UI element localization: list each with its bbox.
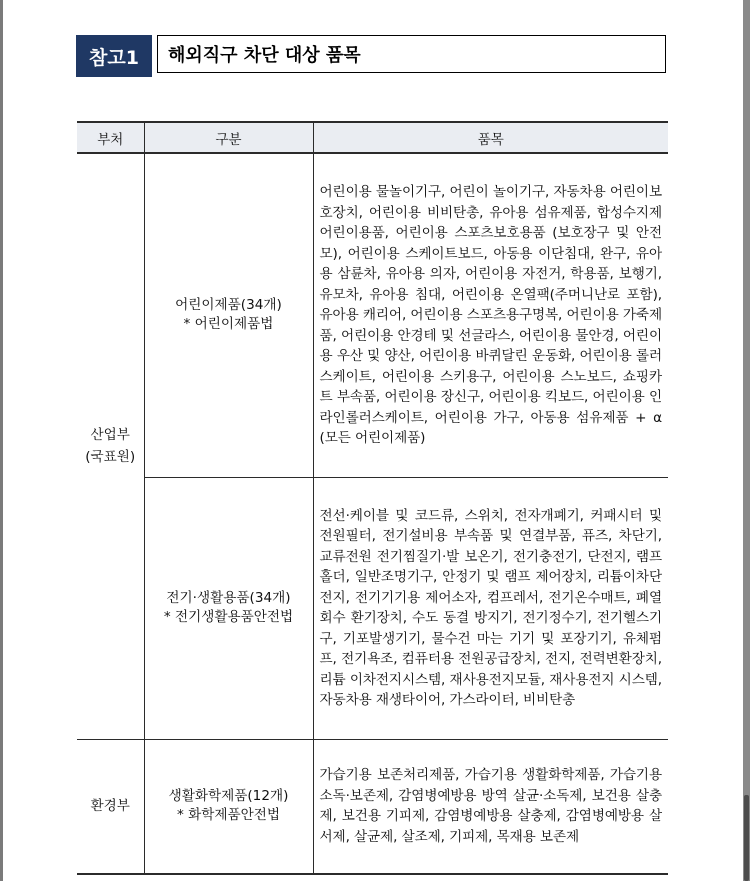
- department-cell: [77, 739, 144, 874]
- page-title: 해외직구 차단 대상 품목: [157, 35, 666, 73]
- items-cell: 가습기용 보존처리제품, 가습기용 생활화학제품, 가습기용 소독·보존제, 감염병예방용 방역 살균·소독제, 보건용 살충제, 보건용 기피제, 감염병예방용 살충제, 감염병예방용 살서제, 살균제, 살조제, 기피제, 목재용 보존제: [313, 739, 668, 874]
- department-name: 환경부: [90, 798, 130, 815]
- table-row: [77, 477, 668, 739]
- category-cell: [144, 153, 313, 477]
- scrollbar-thumb[interactable]: [744, 795, 749, 881]
- department-name: 산업부: [90, 427, 130, 444]
- category-law: * 어린이제품법: [183, 316, 274, 333]
- vertical-scrollbar[interactable]: [743, 0, 750, 881]
- category-cell: [144, 739, 313, 874]
- category-name: 어린이제품(34개): [175, 297, 282, 314]
- category-name: 생활화학제품(12개): [168, 788, 289, 805]
- table-header-row: [77, 122, 668, 153]
- items-cell: 어린이용 물놀이기구, 어린이 놀이기구, 자동차용 어린이보호장치, 어린이용 비비탄총, 유아용 섬유제품, 합성수지제 어린이용품, 어린이용 스포츠보호용품 (보호장구 및 안전모), 어린이용 스케이트보드, 아동용 이단침대, 완구, 유아용 삼륜차, 유아용 의자, 어린이용 자전거, 학용품, 보행기, 유모차, 유아용 침대, 어린이용 온열팩(주머니난로 포함), 유아용 캐리어, 어린이용 스포츠용구명복, 어린이용 가죽제품, 어린이용 안경테 및 선글라스, 어린이용 물안경, 어린이용 우산 및 양산, 어린이용 바퀴달린 운동화, 어린이용 롤러스케이트, 어린이용 스키용구, 어린이용 스노보드, 쇼핑카트 부속품, 어린이용 장신구, 어린이용 킥보드, 어린이용 인라인롤러스케이트, 어린이용 가구, 아동용 섬유제품 + α (모든 어린이제품): [313, 153, 668, 477]
- header-items: 품목: [313, 122, 668, 153]
- category-name: 전기·생활용품(34개): [166, 590, 291, 606]
- table-row: [77, 739, 668, 874]
- category-law: * 화학제품안전법: [176, 807, 281, 824]
- section-header: [76, 35, 668, 77]
- header-department: 부처: [77, 122, 144, 153]
- reference-badge: 참고1: [76, 35, 152, 77]
- document-page: [3, 0, 743, 881]
- category-law: * 전기생활용품안전법: [163, 609, 294, 625]
- items-cell: 전선·케이블 및 코드류, 스위치, 전자개폐기, 커패시터 및 전원필터, 전기설비용 부속품 및 연결부품, 퓨즈, 차단기, 교류전원 전기찜질기·발 보온기, 전기충전기, 단전지, 램프홀더, 일반조명기구, 안정기 및 램프 제어장치, 리튬이차단전지, 전기기기용 제어소자, 컴프레서, 전기온수매트, 폐열 회수 환기장치, 수도 동결 방지기, 전기정수기, 전기헬스기구, 기포발생기기, 물수건 마는 기기 및 포장기기, 유체펌프, 전기욕조, 컴퓨터용 전원공급장치, 전지, 전력변환장치, 리튬 이차전지시스템, 재사용전지모듈, 재사용전지 시스템, 자동차용 재생타이어, 가스라이터, 비비탄총: [313, 477, 668, 739]
- department-agency: (국표원): [85, 449, 136, 466]
- blocked-items-table: [77, 121, 668, 875]
- table-row: [77, 153, 668, 477]
- category-cell: [144, 477, 313, 739]
- department-cell: [77, 153, 144, 739]
- header-category: 구분: [144, 122, 313, 153]
